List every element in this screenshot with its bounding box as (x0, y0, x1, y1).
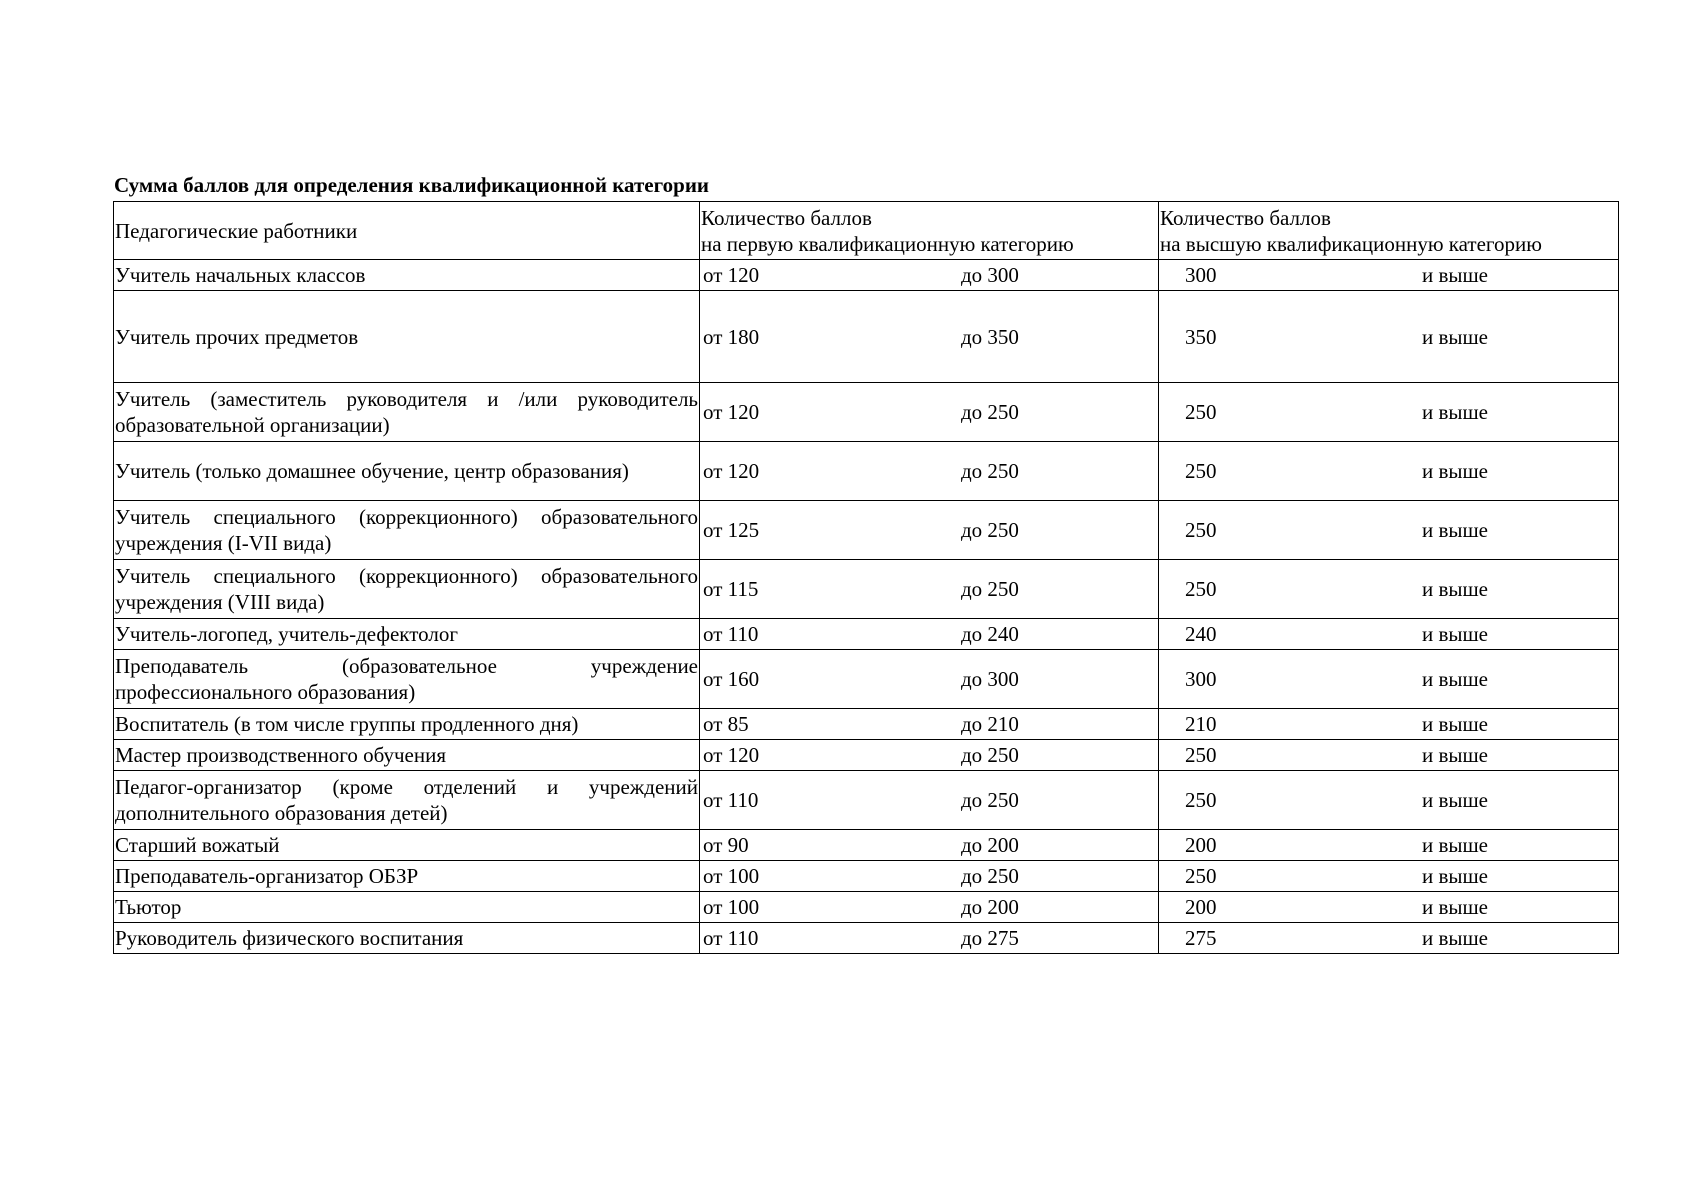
role-cell: Преподаватель (образовательное учреждение профессионального образования) (114, 650, 700, 709)
header-teachers-label: Педагогические работники (115, 218, 358, 243)
table-row (114, 771, 1619, 830)
first-category-cell (700, 650, 1159, 709)
highest-category-suffix: и выше (1422, 743, 1489, 767)
role-cell: Учитель специального (коррекционного) образовательного учреждения (VIII вида) (114, 560, 700, 619)
highest-category-range (1160, 458, 1617, 484)
highest-category-suffix: и выше (1422, 263, 1489, 287)
highest-category-range (1160, 262, 1617, 288)
highest-category-value: 250 (1185, 864, 1217, 888)
highest-category-cell (1159, 619, 1619, 650)
highest-category-range (1160, 517, 1617, 543)
highest-category-cell (1159, 923, 1619, 954)
highest-category-suffix: и выше (1422, 926, 1489, 950)
header-row (114, 202, 1619, 260)
first-category-from: от 110 (703, 926, 759, 950)
role-cell: Учитель специального (коррекционного) образовательного учреждения (I-VII вида) (114, 501, 700, 560)
highest-category-cell (1159, 861, 1619, 892)
role-cell: Тьютор (114, 892, 700, 923)
highest-category-suffix: и выше (1422, 400, 1489, 424)
first-category-cell (700, 442, 1159, 501)
first-category-cell (700, 861, 1159, 892)
role-cell: Старший вожатый (114, 830, 700, 861)
table-row (114, 923, 1619, 954)
highest-category-suffix: и выше (1422, 667, 1489, 691)
header-first-line1: Количество баллов (701, 205, 872, 230)
highest-category-value: 250 (1185, 400, 1217, 424)
highest-category-cell (1159, 650, 1619, 709)
first-category-to: до 200 (961, 833, 1019, 857)
first-category-range (701, 787, 1157, 813)
highest-category-suffix: и выше (1422, 459, 1489, 483)
first-category-to: до 250 (961, 864, 1019, 888)
first-category-from: от 85 (703, 712, 749, 736)
highest-category-cell (1159, 892, 1619, 923)
table-row (114, 709, 1619, 740)
first-category-cell (700, 501, 1159, 560)
first-category-cell (700, 709, 1159, 740)
table-row (114, 560, 1619, 619)
first-category-range (701, 458, 1157, 484)
first-category-to: до 300 (961, 667, 1019, 691)
first-category-from: от 180 (703, 324, 760, 349)
role-cell: Учитель (заместитель руководителя и /или руководитель образовательной организации) (114, 383, 700, 442)
first-category-from: от 90 (703, 833, 749, 857)
highest-category-suffix: и выше (1422, 788, 1489, 812)
first-category-cell (700, 740, 1159, 771)
first-category-cell (700, 560, 1159, 619)
highest-category-value: 250 (1185, 518, 1217, 542)
highest-category-suffix: и выше (1422, 518, 1489, 542)
highest-category-cell (1159, 830, 1619, 861)
table-row (114, 861, 1619, 892)
first-category-cell (700, 291, 1159, 383)
highest-category-cell (1159, 260, 1619, 291)
first-category-to: до 240 (961, 622, 1019, 646)
highest-category-cell (1159, 291, 1619, 383)
first-category-range (701, 863, 1157, 889)
first-category-range (701, 666, 1157, 692)
first-category-to: до 200 (961, 895, 1019, 919)
first-category-cell (700, 830, 1159, 861)
role-cell: Учитель-логопед, учитель-дефектолог (114, 619, 700, 650)
highest-category-suffix: и выше (1422, 712, 1489, 736)
table-row (114, 501, 1619, 560)
header-highest-category (1159, 202, 1619, 260)
highest-category-range (1160, 925, 1617, 951)
highest-category-value: 200 (1185, 895, 1217, 919)
first-category-from: от 120 (703, 743, 760, 767)
first-category-to: до 250 (961, 577, 1019, 601)
first-category-from: от 110 (703, 788, 759, 812)
highest-category-cell (1159, 501, 1619, 560)
highest-category-range (1160, 742, 1617, 768)
highest-category-value: 275 (1185, 926, 1217, 950)
role-cell: Руководитель физического воспитания (114, 923, 700, 954)
highest-category-suffix: и выше (1422, 622, 1489, 646)
first-category-range (701, 262, 1157, 288)
highest-category-suffix: и выше (1422, 895, 1489, 919)
highest-category-range (1160, 863, 1617, 889)
first-category-range (701, 517, 1157, 543)
role-cell: Воспитатель (в том числе группы продленного дня) (114, 709, 700, 740)
header-highest-line2: на высшую квалификационную категорию (1160, 231, 1542, 256)
first-category-to: до 350 (961, 324, 1019, 349)
document-title: Сумма баллов для определения квалификационной категории (114, 173, 710, 197)
highest-category-cell (1159, 709, 1619, 740)
highest-category-range (1160, 894, 1617, 920)
table-row (114, 291, 1619, 383)
first-category-from: от 160 (703, 667, 760, 691)
first-category-from: от 120 (703, 400, 760, 424)
highest-category-value: 250 (1185, 577, 1217, 601)
first-category-to: до 300 (961, 263, 1019, 287)
first-category-cell (700, 892, 1159, 923)
highest-category-value: 250 (1185, 459, 1217, 483)
first-category-range (701, 925, 1157, 951)
first-category-cell (700, 771, 1159, 830)
highest-category-value: 240 (1185, 622, 1217, 646)
highest-category-suffix: и выше (1422, 833, 1489, 857)
highest-category-range (1160, 621, 1617, 647)
first-category-to: до 210 (961, 712, 1019, 736)
highest-category-value: 250 (1185, 743, 1217, 767)
first-category-cell (700, 923, 1159, 954)
role-cell: Преподаватель-организатор ОБЗР (114, 861, 700, 892)
highest-category-range (1160, 711, 1617, 737)
score-table-body (114, 202, 1619, 954)
highest-category-range (1160, 787, 1617, 813)
first-category-cell (700, 619, 1159, 650)
table-row (114, 892, 1619, 923)
first-category-to: до 250 (961, 518, 1019, 542)
highest-category-suffix: и выше (1422, 577, 1489, 601)
role-cell: Педагог-организатор (кроме отделений и учреждений дополнительного образования детей) (114, 771, 700, 830)
first-category-range (701, 894, 1157, 920)
first-category-range (701, 399, 1157, 425)
first-category-from: от 100 (703, 864, 760, 888)
role-cell: Учитель прочих предметов (114, 291, 700, 383)
highest-category-value: 300 (1185, 263, 1217, 287)
highest-category-range (1160, 832, 1617, 858)
highest-category-cell (1159, 383, 1619, 442)
first-category-range (701, 621, 1157, 647)
highest-category-cell (1159, 740, 1619, 771)
highest-category-value: 210 (1185, 712, 1217, 736)
header-teachers (114, 202, 700, 260)
highest-category-range (1160, 666, 1617, 692)
score-table (113, 201, 1619, 954)
first-category-range (701, 576, 1157, 602)
highest-category-range (1160, 399, 1617, 425)
first-category-from: от 120 (703, 459, 760, 483)
highest-category-cell (1159, 771, 1619, 830)
first-category-from: от 120 (703, 263, 760, 287)
first-category-to: до 250 (961, 400, 1019, 424)
role-cell: Учитель начальных классов (114, 260, 700, 291)
first-category-from: от 110 (703, 622, 759, 646)
first-category-from: от 115 (703, 577, 759, 601)
first-category-from: от 125 (703, 518, 760, 542)
highest-category-value: 350 (1185, 324, 1217, 349)
first-category-cell (700, 383, 1159, 442)
header-highest-line1: Количество баллов (1160, 205, 1331, 230)
table-row (114, 740, 1619, 771)
first-category-cell (700, 260, 1159, 291)
first-category-to: до 250 (961, 743, 1019, 767)
header-first-line2: на первую квалификационную категорию (701, 231, 1074, 256)
first-category-to: до 275 (961, 926, 1019, 950)
table-row (114, 650, 1619, 709)
table-row (114, 383, 1619, 442)
table-row (114, 830, 1619, 861)
first-category-from: от 100 (703, 895, 760, 919)
highest-category-value: 250 (1185, 788, 1217, 812)
table-row (114, 260, 1619, 291)
highest-category-cell (1159, 442, 1619, 501)
first-category-to: до 250 (961, 459, 1019, 483)
role-cell: Мастер производственного обучения (114, 740, 700, 771)
highest-category-suffix: и выше (1422, 324, 1489, 349)
highest-category-range (1160, 324, 1617, 350)
first-category-range (701, 711, 1157, 737)
role-cell: Учитель (только домашнее обучение, центр образования) (114, 442, 700, 501)
header-first-category (700, 202, 1159, 260)
highest-category-value: 200 (1185, 833, 1217, 857)
highest-category-cell (1159, 560, 1619, 619)
highest-category-range (1160, 576, 1617, 602)
first-category-range (701, 324, 1157, 350)
first-category-to: до 250 (961, 788, 1019, 812)
highest-category-suffix: и выше (1422, 864, 1489, 888)
highest-category-value: 300 (1185, 667, 1217, 691)
first-category-range (701, 832, 1157, 858)
first-category-range (701, 742, 1157, 768)
table-row (114, 442, 1619, 501)
table-row (114, 619, 1619, 650)
